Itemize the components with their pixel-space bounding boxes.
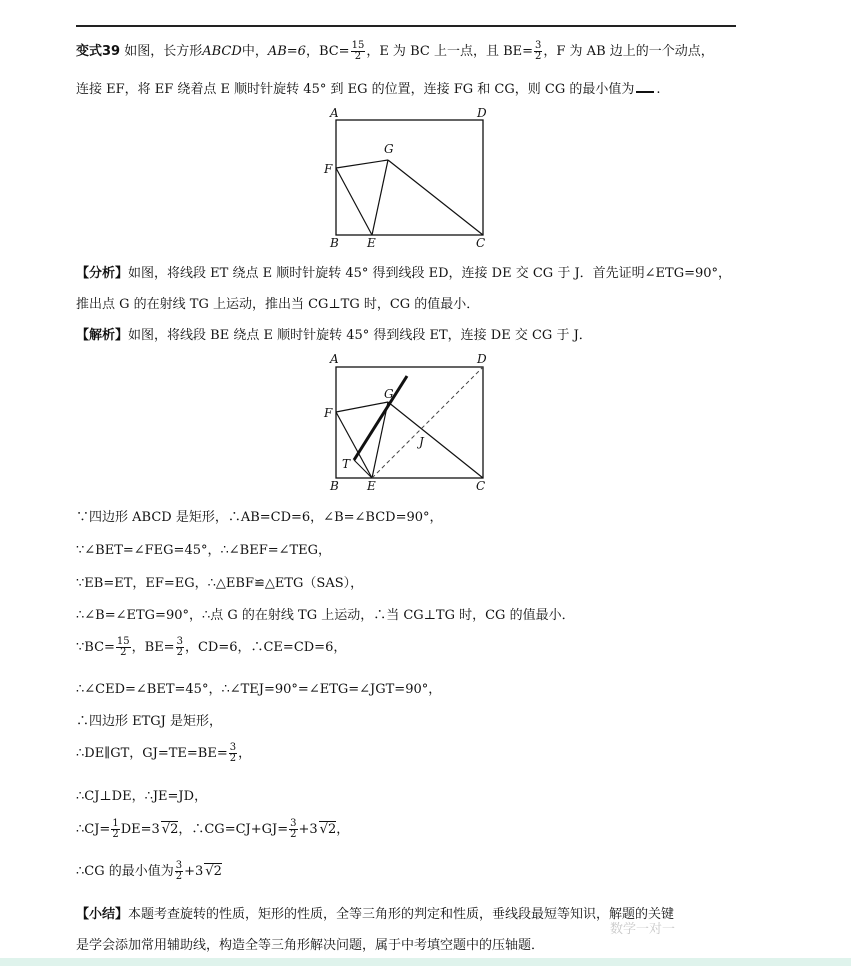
step-text: ∴四边形 ETGJ 是矩形， [76,714,223,729]
label-g: G [384,387,394,401]
label-c: C [476,236,486,249]
summary-tag: 【小结】 [76,907,129,922]
label-g: G [384,142,394,156]
frac-num: 3 [176,636,183,647]
label-d: D [477,106,487,120]
step-text: ∴∠B=∠ETG=90°，∴点 G 的在射线 TG 上运动，∴当 CG⊥TG 时，CG 的值最小． [76,608,575,623]
problem-tag: 变式39 [76,44,121,59]
segment-fe [336,168,372,235]
step-text: ∴CJ= [76,822,111,837]
bc-fraction [351,41,366,62]
watermark: 数学一对一 [610,922,676,937]
frac-den: 2 [112,829,119,840]
figure-2 [320,350,500,498]
solution-step-2 [76,539,331,558]
step-text: ，BE= [131,640,175,655]
rectangle-abcd [336,367,483,478]
segment-fg [336,402,388,412]
label-t: T [342,457,351,471]
frac-num: 15 [116,636,130,647]
analysis-line-2 [76,293,479,312]
step-text: ∴∠CED=∠BET=45°，∴∠TEJ=90°=∠ETG=∠JGT=90°， [76,682,442,697]
bc-label: ，BC= [305,44,350,59]
segment-de-dashed [372,367,483,478]
frac-den: 2 [175,871,183,882]
frac-num: 3 [175,860,183,871]
frac-den: 2 [229,753,237,764]
segment-fg [336,160,388,168]
step-text: ∴CG 的最小值为 [76,864,174,879]
solution-text: 如图，将线段 BE 绕点 E 顺时针旋转 45° 得到线段 ET，连接 DE 交 CG 于 J． [128,328,592,343]
step-text: ，CD=6，∴CE=CD=6， [184,640,347,655]
frac-den: 2 [290,829,297,840]
analysis-text: 推出点 G 的在射线 TG 上运动，推出当 CG⊥TG 时，CG 的值最小． [76,297,480,312]
summary-text: 本题考查旋转的性质，矩形的性质，全等三角形的判定和性质，垂线段最短等知识，解题的关键 [128,907,675,922]
segment-gc [388,160,483,235]
label-b: B [330,479,339,493]
summary-line-1 [76,903,674,922]
sqrt-2: √2 [161,822,179,837]
be-fraction [534,41,542,62]
step-text: +3 [298,822,318,837]
step-text: DE=3 [120,822,160,837]
problem-text: 连接 EF，将 EF 绕着点 E 顺时针旋转 45° 到 EG 的位置，连接 FG 和 CG，则 CG 的最小值为 [76,82,635,97]
summary-text: 是学会添加常用辅助线，构造全等三角形解决问题，属于中考填空题中的压轴题． [76,938,545,953]
label-b: B [330,236,339,249]
problem-text: ，F 为 AB 边上的一个动点， [543,44,714,59]
solution-step-8 [76,742,251,764]
frac-den: 2 [354,51,362,62]
segment-gc [388,402,483,478]
frac-num: 3 [229,742,237,753]
step-text: ∴DE∥GT，GJ=TE=BE= [76,746,228,761]
bc-fraction [116,637,131,658]
label-e: E [367,236,376,249]
sqrt-radicand: 2 [327,822,337,837]
label-c: C [476,479,486,493]
answer-blank [636,91,654,93]
step-text: ， [238,746,252,761]
sqrt-2: √2 [319,822,337,837]
frac-num: 3 [535,40,542,51]
frac-num: 1 [112,818,119,829]
problem-text: ，E 为 BC 上一点，且 BE= [366,44,534,59]
analysis-text: 如图，将线段 ET 绕点 E 顺时针旋转 45° 得到线段 ED，连接 DE 交 CG 于 J．首先证明∠ETG=90°， [128,266,732,281]
be-fraction [176,637,184,658]
label-f: F [324,406,333,420]
label-j: J [419,435,424,449]
summary-line-2 [76,934,544,953]
frac-den: 2 [120,647,127,658]
step-text: ，∴CG=CJ+GJ= [178,822,289,837]
solution-step-5 [76,636,346,658]
frac-num: 3 [290,818,297,829]
segment-eg [372,402,388,478]
label-e: E [367,479,376,493]
solution-step-10 [76,818,349,840]
step-text: ∵四边形 ABCD 是矩形，∴AB=CD=6，∠B=∠BCD=90°， [76,510,443,525]
solution-tag: 【解析】 [76,328,129,343]
figure-1 [320,104,500,249]
ray-tg [354,376,407,460]
be-fraction [289,819,297,840]
solution-step-6 [76,678,441,697]
solution-step-9 [76,785,207,804]
problem-line-2 [76,78,661,97]
rect-name: ABCD [202,44,242,59]
problem-line-1 [76,40,714,62]
sqrt-radicand: 2 [213,864,222,879]
sqrt-radicand: 2 [170,822,179,837]
be-fraction [175,861,183,882]
analysis-line-1 [76,262,731,281]
be-fraction [229,743,237,764]
step-text: +3 [184,864,204,879]
problem-text: 中， [241,44,268,59]
solution-step-11 [76,860,222,882]
bottom-bar [0,958,851,966]
step-text: ∵BC= [76,640,115,655]
step-text: ∵EB=ET，EF=EG，∴△EBF≌△ETG（SAS）， [76,576,364,591]
sqrt-2: √2 [205,864,222,879]
step-text: ， [336,822,350,837]
ab-value: AB=6 [267,44,306,59]
analysis-tag: 【分析】 [76,266,129,281]
step-text: ∵∠BET=∠FEG=45°，∴∠BEF=∠TEG， [76,543,332,558]
label-a: A [330,106,339,120]
solution-step-4 [76,604,575,623]
frac-den: 2 [176,647,183,658]
problem-text: . [656,82,661,97]
solution-step-3 [76,572,363,591]
solution-step-1 [76,506,443,525]
problem-text: 如图，长方形 [124,44,203,59]
frac-den: 2 [535,51,542,62]
top-rule [76,25,736,27]
solution-step-7 [76,710,222,729]
solution-line-1 [76,324,592,343]
half-fraction [111,819,119,840]
frac-num: 15 [351,40,365,51]
label-d: D [477,352,487,366]
label-a: A [330,352,339,366]
segment-eg [372,160,388,235]
label-f: F [324,162,333,176]
step-text: ∴CJ⊥DE，∴JE=JD， [76,789,208,804]
